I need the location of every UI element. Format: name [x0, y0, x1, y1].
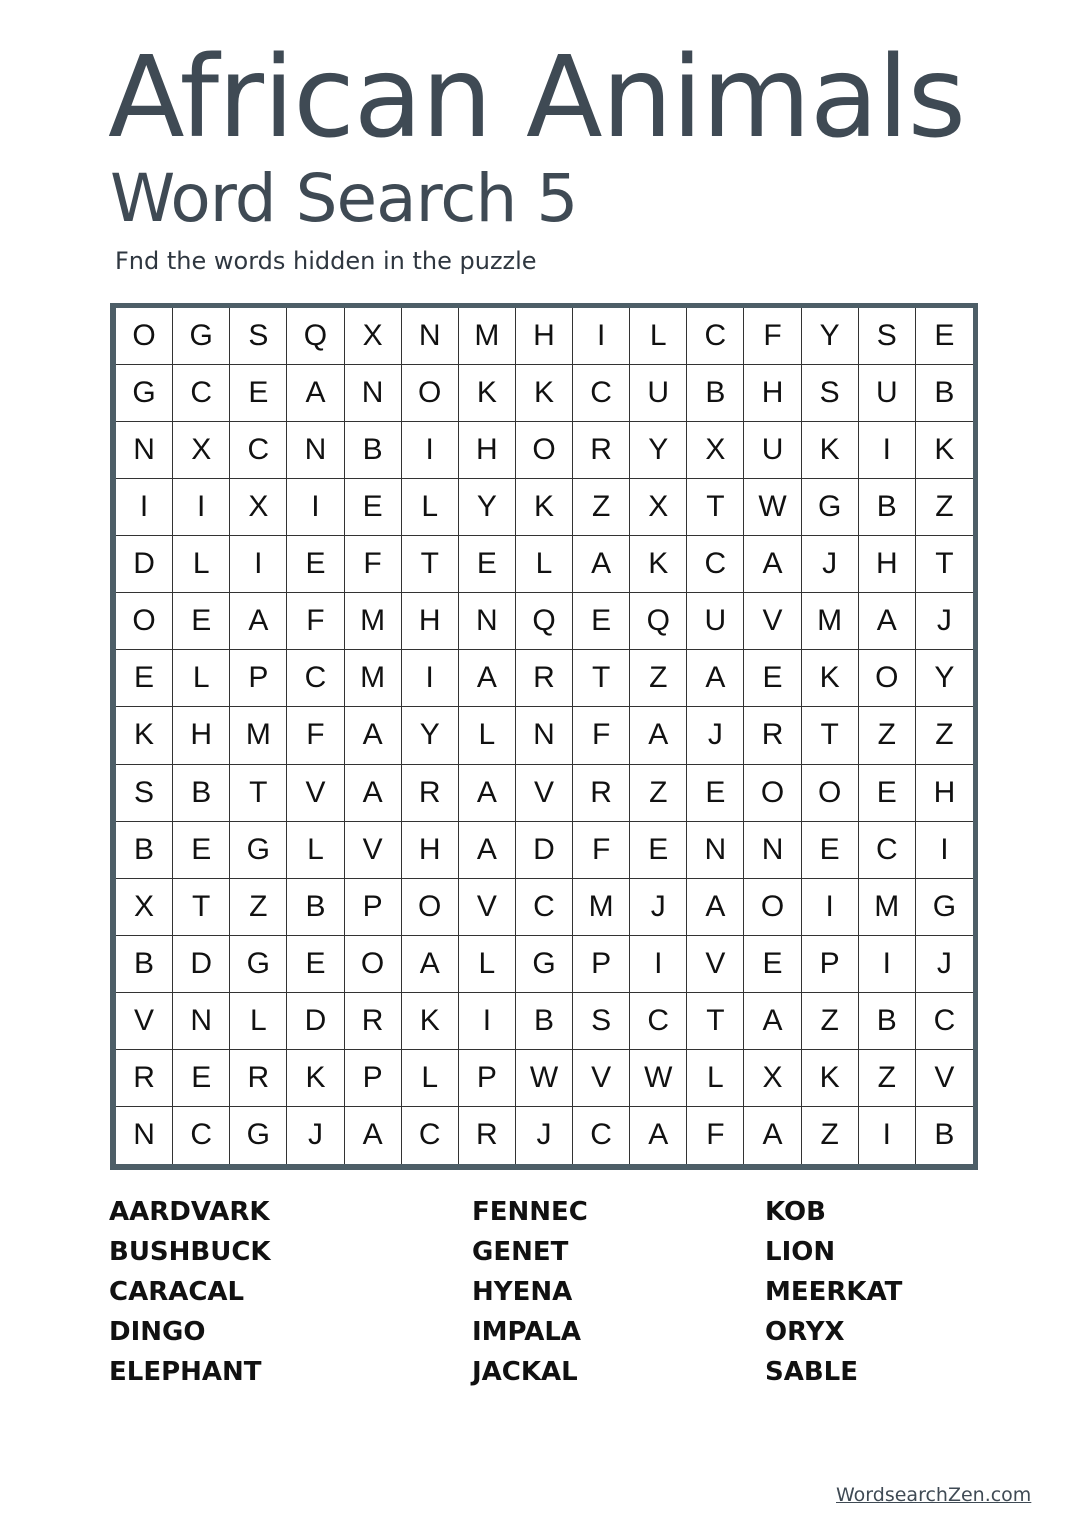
grid-cell[interactable]: C [230, 422, 287, 479]
grid-cell[interactable]: L [516, 536, 573, 593]
grid-cell[interactable]: A [459, 822, 516, 879]
grid-cell[interactable]: A [744, 993, 801, 1050]
grid-cell[interactable]: S [116, 765, 173, 822]
grid-cell[interactable]: C [916, 993, 973, 1050]
grid-cell[interactable]: B [116, 822, 173, 879]
grid-cell[interactable]: V [744, 593, 801, 650]
grid-cell[interactable]: I [287, 479, 344, 536]
grid-cell[interactable]: Z [630, 650, 687, 707]
grid-cell[interactable]: C [687, 308, 744, 365]
grid-cell[interactable]: T [173, 879, 230, 936]
grid-cell[interactable]: A [687, 650, 744, 707]
grid-cell[interactable]: U [687, 593, 744, 650]
grid-cell[interactable]: H [516, 308, 573, 365]
grid-cell[interactable]: M [345, 593, 402, 650]
grid-cell[interactable]: E [802, 822, 859, 879]
word-list-item: JACKAL [472, 1357, 578, 1387]
grid-cell[interactable]: Y [916, 650, 973, 707]
grid-cell[interactable]: K [916, 422, 973, 479]
grid-cell[interactable]: M [859, 879, 916, 936]
grid-cell[interactable]: O [402, 365, 459, 422]
grid-cell[interactable]: V [116, 993, 173, 1050]
grid-cell[interactable]: L [459, 707, 516, 764]
grid-cell[interactable]: A [859, 593, 916, 650]
grid-cell[interactable]: B [859, 479, 916, 536]
word-list-item: IMPALA [472, 1317, 582, 1347]
grid-cell[interactable]: E [173, 822, 230, 879]
grid-cell[interactable]: L [459, 936, 516, 993]
grid-cell[interactable]: X [744, 1050, 801, 1107]
word-list-item: LION [765, 1237, 836, 1267]
grid-cell[interactable]: K [116, 707, 173, 764]
grid-cell[interactable]: E [687, 765, 744, 822]
grid-cell[interactable]: F [345, 536, 402, 593]
grid-cell[interactable]: O [116, 593, 173, 650]
grid-cell[interactable]: O [859, 650, 916, 707]
grid-cell[interactable]: X [345, 308, 402, 365]
grid-cell[interactable]: O [802, 765, 859, 822]
grid-cell[interactable]: D [287, 993, 344, 1050]
grid-cell[interactable]: K [516, 479, 573, 536]
word-list-item: FENNEC [472, 1197, 588, 1227]
grid-cell[interactable]: P [230, 650, 287, 707]
grid-cell[interactable]: G [116, 365, 173, 422]
grid-cell[interactable]: I [116, 479, 173, 536]
grid-cell[interactable]: N [173, 993, 230, 1050]
grid-cell[interactable]: V [916, 1050, 973, 1107]
grid-cell[interactable]: R [230, 1050, 287, 1107]
grid-cell[interactable]: A [459, 765, 516, 822]
grid-cell[interactable]: A [345, 707, 402, 764]
grid-cell[interactable]: Z [859, 1050, 916, 1107]
grid-cell[interactable]: K [802, 1050, 859, 1107]
grid-cell[interactable]: A [687, 879, 744, 936]
grid-cell[interactable]: T [573, 650, 630, 707]
grid-cell[interactable]: J [630, 879, 687, 936]
word-list-item: AARDVARK [109, 1197, 270, 1227]
grid-cell[interactable]: I [230, 536, 287, 593]
grid-cell[interactable]: V [345, 822, 402, 879]
word-list-item: HYENA [472, 1277, 573, 1307]
page-subtitle: Word Search 5 [110, 160, 578, 237]
grid-cell[interactable]: L [230, 993, 287, 1050]
grid-cell[interactable]: M [459, 308, 516, 365]
grid-cell[interactable]: H [459, 422, 516, 479]
word-list-item: ELEPHANT [109, 1357, 262, 1387]
grid-cell[interactable]: C [516, 879, 573, 936]
word-list-column-1 [109, 1192, 271, 1392]
grid-cell[interactable]: S [230, 308, 287, 365]
grid-cell[interactable]: E [859, 765, 916, 822]
grid-cell[interactable]: J [516, 1107, 573, 1164]
grid-cell[interactable]: H [173, 707, 230, 764]
grid-cell[interactable]: S [573, 993, 630, 1050]
grid-cell[interactable]: N [516, 707, 573, 764]
grid-cell[interactable]: L [630, 308, 687, 365]
grid-cell[interactable]: W [744, 479, 801, 536]
word-list-item: BUSHBUCK [109, 1237, 271, 1267]
grid-cell[interactable]: R [459, 1107, 516, 1164]
grid-cell[interactable]: B [516, 993, 573, 1050]
grid-cell[interactable]: C [630, 993, 687, 1050]
grid-cell[interactable]: M [802, 593, 859, 650]
grid-cell[interactable]: O [744, 879, 801, 936]
grid-cell[interactable]: I [173, 479, 230, 536]
grid-cell[interactable]: B [859, 993, 916, 1050]
word-list-item: DINGO [109, 1317, 206, 1347]
grid-cell[interactable]: P [573, 936, 630, 993]
grid-cell[interactable]: F [744, 308, 801, 365]
grid-cell[interactable]: R [516, 650, 573, 707]
grid-cell[interactable]: E [744, 650, 801, 707]
grid-cell[interactable]: H [916, 765, 973, 822]
grid-cell[interactable]: H [744, 365, 801, 422]
grid-cell[interactable]: T [916, 536, 973, 593]
grid-cell[interactable]: B [687, 365, 744, 422]
grid-cell[interactable]: N [116, 1107, 173, 1164]
grid-cell[interactable]: A [630, 707, 687, 764]
grid-cell[interactable]: U [744, 422, 801, 479]
grid-cell[interactable]: G [230, 822, 287, 879]
grid-cell[interactable]: Q [630, 593, 687, 650]
grid-cell[interactable]: A [744, 536, 801, 593]
grid-cell[interactable]: R [573, 765, 630, 822]
grid-cell[interactable]: L [173, 650, 230, 707]
grid-cell[interactable]: N [345, 365, 402, 422]
grid-cell[interactable]: B [934, 1118, 955, 1152]
grid-cell[interactable]: J [802, 536, 859, 593]
grid-cell[interactable]: J [687, 707, 744, 764]
grid-cell[interactable]: E [230, 365, 287, 422]
grid-cell[interactable]: W [630, 1050, 687, 1107]
grid-cell[interactable]: I [802, 879, 859, 936]
grid-cell[interactable]: A [345, 765, 402, 822]
grid-cell[interactable]: C [859, 822, 916, 879]
grid-cell[interactable]: R [345, 993, 402, 1050]
grid-cell[interactable]: H [859, 536, 916, 593]
grid-cell[interactable]: I [859, 422, 916, 479]
grid-cell[interactable]: K [459, 365, 516, 422]
grid-cell[interactable]: T [230, 765, 287, 822]
grid-cell[interactable]: T [687, 993, 744, 1050]
grid-cell[interactable]: C [173, 365, 230, 422]
grid-cell[interactable]: I [402, 650, 459, 707]
grid-cell[interactable]: C [402, 1107, 459, 1164]
grid-cell[interactable]: X [116, 879, 173, 936]
site-link[interactable]: WordsearchZen.com [836, 1484, 1032, 1506]
grid-cell[interactable]: O [516, 422, 573, 479]
grid-cell[interactable]: E [916, 308, 973, 365]
grid-cell[interactable]: P [345, 1050, 402, 1107]
grid-cell[interactable]: G [230, 1107, 287, 1164]
grid-cell[interactable]: G [173, 308, 230, 365]
grid-cell[interactable]: F [573, 707, 630, 764]
grid-cell[interactable]: R [116, 1050, 173, 1107]
grid-cell[interactable]: F [687, 1107, 744, 1164]
grid-cell[interactable]: V [687, 936, 744, 993]
grid-cell[interactable]: J [916, 936, 973, 993]
grid-cell[interactable]: N [287, 422, 344, 479]
grid-cell[interactable]: I [859, 936, 916, 993]
grid-cell[interactable]: P [459, 1050, 516, 1107]
grid-cell[interactable]: Y [802, 308, 859, 365]
grid-cell[interactable]: S [859, 308, 916, 365]
grid-cell[interactable]: X [687, 422, 744, 479]
grid-cell[interactable]: I [859, 1107, 916, 1164]
grid-cell[interactable]: F [287, 707, 344, 764]
grid-cell[interactable]: J [287, 1107, 344, 1164]
grid-cell[interactable]: A [630, 1107, 687, 1164]
grid-cell[interactable]: Z [859, 707, 916, 764]
grid-cell[interactable]: B [287, 879, 344, 936]
grid-cell[interactable]: L [687, 1050, 744, 1107]
grid-cell[interactable]: K [516, 365, 573, 422]
grid-cell[interactable]: L [402, 479, 459, 536]
grid-cell[interactable]: E [173, 593, 230, 650]
grid-cell[interactable]: E [287, 536, 344, 593]
grid-cell[interactable]: E [744, 936, 801, 993]
grid-cell[interactable]: C [287, 650, 344, 707]
grid-cell[interactable]: O [402, 879, 459, 936]
grid-cell[interactable]: N [687, 822, 744, 879]
grid-cell[interactable]: N [459, 593, 516, 650]
grid-cell[interactable]: M [345, 650, 402, 707]
word-list-column-2 [472, 1192, 588, 1392]
grid-cell[interactable]: Y [459, 479, 516, 536]
grid-cell[interactable]: G [802, 479, 859, 536]
grid-cell[interactable]: C [573, 365, 630, 422]
grid-cell[interactable]: V [516, 765, 573, 822]
grid-cell[interactable]: L [173, 536, 230, 593]
word-list-column-3 [765, 1192, 902, 1392]
grid-cell[interactable]: K [802, 422, 859, 479]
grid-cell[interactable]: Z [802, 1107, 859, 1164]
grid-cell[interactable]: O [744, 765, 801, 822]
grid-cell[interactable]: I [916, 822, 973, 879]
grid-cell[interactable]: K [402, 993, 459, 1050]
grid-cell[interactable]: U [630, 365, 687, 422]
grid-cell[interactable]: E [573, 593, 630, 650]
grid-cell[interactable]: P [802, 936, 859, 993]
grid-cell[interactable]: Y [630, 422, 687, 479]
grid-cell[interactable]: C [573, 1107, 630, 1164]
grid-cell[interactable]: T [402, 536, 459, 593]
grid-cell[interactable]: B [345, 422, 402, 479]
grid-cell[interactable]: E [459, 536, 516, 593]
grid-cell[interactable]: T [687, 479, 744, 536]
grid-cell[interactable]: E [173, 1050, 230, 1107]
grid-cell[interactable]: E [630, 822, 687, 879]
grid-cell[interactable]: X [630, 479, 687, 536]
grid-cell[interactable]: A [402, 936, 459, 993]
grid-cell[interactable]: D [173, 936, 230, 993]
grid-cell[interactable]: U [859, 365, 916, 422]
grid-cell[interactable]: C [173, 1107, 230, 1164]
word-list-item: KOB [765, 1197, 826, 1227]
grid-cell[interactable]: L [402, 1050, 459, 1107]
grid-cell[interactable]: Z [573, 479, 630, 536]
word-list-item: MEERKAT [765, 1277, 903, 1307]
grid-cell[interactable]: F [573, 822, 630, 879]
grid-cell[interactable]: M [573, 879, 630, 936]
grid-cell[interactable]: C [687, 536, 744, 593]
grid-cell[interactable]: G [516, 936, 573, 993]
page-title: African Animals [108, 33, 965, 163]
grid-cell[interactable]: B [116, 936, 173, 993]
grid-cell[interactable]: V [459, 879, 516, 936]
grid-cell[interactable]: G [916, 879, 973, 936]
grid-cell[interactable]: R [744, 707, 801, 764]
word-list-item: CARACAL [109, 1277, 245, 1307]
grid-cell[interactable]: S [802, 365, 859, 422]
grid-cell[interactable]: D [516, 822, 573, 879]
grid-cell[interactable]: J [916, 593, 973, 650]
grid-cell[interactable]: N [402, 308, 459, 365]
grid-cell[interactable]: B [916, 365, 973, 422]
grid-cell[interactable]: Y [402, 707, 459, 764]
grid-cell[interactable]: H [402, 593, 459, 650]
grid-cell[interactable]: I [459, 993, 516, 1050]
grid-cell[interactable]: E [116, 650, 173, 707]
grid-cell[interactable]: K [287, 1050, 344, 1107]
grid-cell[interactable]: K [802, 650, 859, 707]
grid-cell[interactable]: O [116, 308, 173, 365]
grid-cell[interactable]: F [287, 593, 344, 650]
word-list-item: GENET [472, 1237, 569, 1267]
grid-cell[interactable]: I [573, 308, 630, 365]
word-list-item: SABLE [765, 1357, 858, 1387]
grid-cell[interactable]: A [459, 650, 516, 707]
grid-cell[interactable]: D [116, 536, 173, 593]
grid-cell[interactable]: A [573, 536, 630, 593]
grid-cell[interactable]: H [402, 822, 459, 879]
grid-cell[interactable]: N [116, 422, 173, 479]
word-list-item: ORYX [765, 1317, 845, 1347]
grid-cell[interactable]: Z [916, 479, 973, 536]
grid-cell[interactable]: Q [287, 308, 344, 365]
grid-cell[interactable]: G [230, 936, 287, 993]
grid-cell[interactable]: Z [230, 879, 287, 936]
grid-cell[interactable]: I [402, 422, 459, 479]
grid-cell[interactable]: Z [630, 765, 687, 822]
grid-cell[interactable]: X [230, 479, 287, 536]
grid-cell[interactable]: P [345, 879, 402, 936]
grid-cell[interactable]: Z [916, 707, 973, 764]
grid-cell[interactable]: M [230, 707, 287, 764]
grid-cell[interactable]: K [630, 536, 687, 593]
grid-cell[interactable]: E [287, 936, 344, 993]
grid-cell[interactable]: R [402, 765, 459, 822]
grid-cell[interactable]: O [345, 936, 402, 993]
grid-cell[interactable]: T [802, 707, 859, 764]
grid-cell[interactable]: Z [802, 993, 859, 1050]
grid-cell[interactable]: B [173, 765, 230, 822]
grid-cell[interactable]: A [744, 1107, 801, 1164]
grid-cell[interactable]: E [345, 479, 402, 536]
grid-cell[interactable]: V [287, 765, 344, 822]
grid-cell[interactable]: X [173, 422, 230, 479]
grid-cell[interactable]: Q [516, 593, 573, 650]
grid-cell[interactable]: N [744, 822, 801, 879]
grid-cell[interactable]: R [573, 422, 630, 479]
grid-cell[interactable]: A [230, 593, 287, 650]
grid-cell[interactable]: V [573, 1050, 630, 1107]
instructions: Fnd the words hidden in the puzzle [115, 247, 537, 275]
grid-cell[interactable]: L [287, 822, 344, 879]
grid-cell[interactable]: A [345, 1107, 402, 1164]
grid-cell[interactable]: A [287, 365, 344, 422]
grid-cell[interactable]: I [630, 936, 687, 993]
grid-cell[interactable]: W [516, 1050, 573, 1107]
word-search-grid [110, 303, 978, 1170]
